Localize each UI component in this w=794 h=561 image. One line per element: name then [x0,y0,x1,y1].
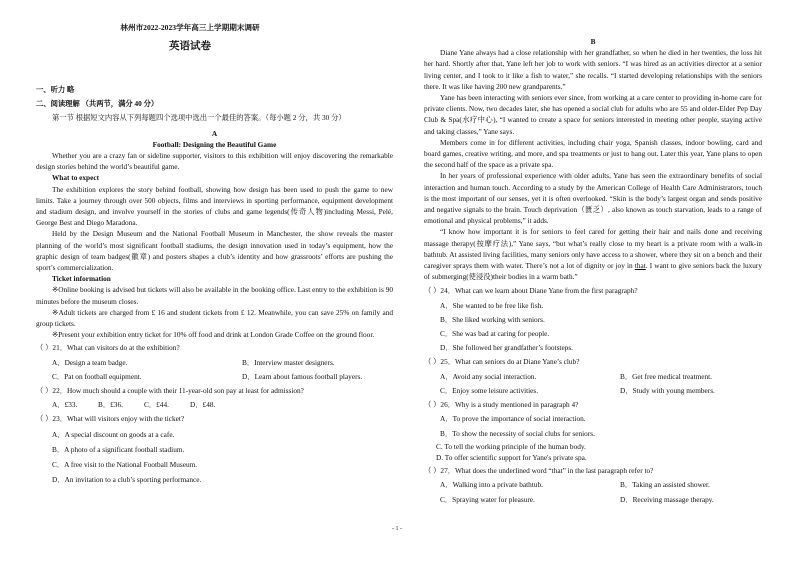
ticket-info-item: ※Present your exhibition entry ticket for 10% off food and drink at London Grade Coffee on the ground floor. [52,330,375,340]
passage-b-paragraph: Members come in for different activities, including chair yoga, Spanish classes, indoor bowling, card and board games, creative writing, and more, and spa treatments or just to hang out. Later this year, Yane plans to open the second half of the space as a private spa. [424,137,762,170]
q21-option-a[interactable]: A．Design a team badge. [52,357,128,367]
q22-option-a[interactable]: A．£33. [52,400,78,410]
q25-option-c[interactable]: C．Enjoy some leisure activities. [440,385,539,395]
right-column [424,36,762,505]
q27-option-d[interactable]: D．Receiving massage therapy. [620,494,714,504]
q24-option-a[interactable]: A．She wanted to be free like fish. [440,300,544,310]
question-21: （ ）21．What can visitors do at the exhibition? [36,343,180,353]
q25-option-b[interactable]: B．Get free medical treatment. [620,371,712,381]
question-24: （ ）24．What can we learn about Diane Yane from the first paragraph? [424,286,638,296]
passage-b-text: . I want to give seniors back the luxury of submerging(使浸没)their bodies in a warm bath.” [424,261,762,282]
question-25: （ ）25．What can seniors do at Diane Yane’s club? [424,357,580,367]
passage-a-label: A [211,128,218,138]
q24-option-d[interactable]: D．She followed her grandfather’s footsteps. [440,343,574,353]
ticket-info-item: ※Online booking is advised but tickets will also be available in the booking office. Last entry to the exhibition is 90 minutes before the museum closes. [36,285,393,306]
q26-option-c[interactable]: C. To tell the working principle of the human body. [436,441,586,451]
question-27: （ ）27．What does the underlined word “that” in the last paragraph refer to? [424,466,654,476]
underlined-word: that [634,261,646,271]
q21-option-b[interactable]: B．Interview master designers. [242,357,335,367]
passage-b-paragraph [424,226,762,282]
q23-option-c[interactable]: C．A free visit to the National Football Museum. [52,460,198,470]
q23-option-b[interactable]: B．A photo of a significant football stadium. [52,444,185,454]
passage-a-title: Football: Designing the Beautiful Game [152,139,277,149]
passage-a-paragraph: Held by the Design Museum and the National Football Museum in Manchester, the show reveals the master planning of the world’s most significant football stadiums, the design innovation used in today’s equipment, how the graphic design of team badges(徽章) and posters shapes a club’s identity and how grassroots’ efforts are pushing the sport’s commercialization. [36,229,393,273]
section-reading-part1: 第一节 根据短文内容从下列每题四个选项中选出一个最佳的答案。（每小题 2 分，共 30 分） [52,113,346,123]
section-reading: 二、阅读理解 （共两节，满分 40 分） [36,99,159,109]
q27-option-a[interactable]: A．Walking into a private bathtub. [440,480,543,490]
q27-option-c[interactable]: C．Spraying water for pleasure. [440,494,535,504]
q21-option-d[interactable]: D．Learn about famous football players. [242,371,363,381]
q22-option-d[interactable]: D．£48. [190,400,216,410]
q26-option-b[interactable]: B．To show the necessity of social clubs for seniors. [440,428,595,438]
exam-title: 英语试卷 [169,41,211,52]
passage-b-paragraph: Diane Yane always had a close relationship with her grandfather, so when he died in her twenties, the loss hit her hard. Shortly after that, Yane left her job to work with seniors. “I was hired as an activities director at a senior living center, and I took to it like a fish to water,” she recalls. “I started developing relationships with the seniors there. It was like having 200 new grandparents.” [424,48,762,91]
q24-option-b[interactable]: B．She liked working with seniors. [440,314,545,324]
q21-option-c[interactable]: C．Pat on football equipment. [52,371,142,381]
passage-b-paragraph: In her years of professional experience with older adults, Yane has seen the extraordinary benefits of social interaction and human touch. According to a study by the American College of Health Care Administrators, touch is the most important of our senses, yet it is often overlooked. “Skin is the body’s largest organ and sends positive and negative signals to the brain. Touch deprivation（匮乏）, also known as touch starvation, leads to a range of emotional and physical problems,” it adds. [424,171,762,226]
ticket-info-heading: Ticket information [52,274,111,284]
school-header: 林州市2022-2023学年高三上学期期末调研 [120,23,260,32]
q26-option-a[interactable]: A．To prove the importance of social interaction. [440,414,586,424]
ticket-info-item: ※Adult tickets are charged from £ 16 and student tickets from £ 12. Meanwhile, you can save 25% on family and group tickets. [36,307,393,329]
q23-option-d[interactable]: D．An invitation to a club’s sporting performance. [52,475,202,485]
section-listening: 一、听力 略 [36,85,75,94]
q25-option-d[interactable]: D．Study with young members. [620,385,715,395]
q26-option-d[interactable]: D. To offer scientific support for Yane's private spa. [436,452,587,462]
passage-a-paragraph: The exhibition explores the story behind football, showing how design has been used to push the game to new limits. Take a journey through over 500 objects, films and interviews in sporting performance, equipment development and stadium design, and involve yourself in the stories of clubs and game legends(传奇人物)including Messi, Pelé, George Best and Diego Maradona. [36,184,393,228]
passage-b-paragraph: Yane has been interacting with seniors ever since, from working at a care center to providing in-home care for private clients. Now, two decades later, she has opened a social club for adults who are 55 and older-Elder Pep Day Club & Spa(水疗中心), “I wanted to create a space for seniors interested in meeting other people, staying active and taking classes,” Yane says. [424,93,762,136]
q23-option-a[interactable]: A．A special discount on goods at a cafe. [52,429,175,439]
what-to-expect-heading: What to expect [52,173,100,183]
passage-b-label: B [590,37,596,46]
passage-b-text: “I know how important it is for seniors to feel cared for getting their hair and nails done and receiving massage therapy(按摩疗法),” Yane says, “but what’s really close to my heart is a private room with a walk-in bathtub. At assisted living facilities, many seniors only have access to a shower, where they sit on a bench and their caregiver sprays them with water. There’s not a lot of dignity or joy in [424,227,762,271]
q22-option-c[interactable]: C．£44. [144,400,169,410]
question-22: （ ）22．How much should a couple with their 11-year-old son pay at least for admission? [36,386,304,396]
question-23: （ ）23．What will visitors enjoy with the ticket? [36,414,185,424]
passage-a-intro: Whether you are a crazy fan or sideline supporter, visitors to this exhibition will enjoy discovering the remarkable design stories behind the world’s beautiful game. [36,151,393,172]
page-number: - 1 - [392,526,402,532]
left-column [36,84,393,486]
q22-option-b[interactable]: B．£36. [98,400,123,410]
q27-option-b[interactable]: B．Taking an assisted shower. [620,480,710,490]
q24-option-c[interactable]: C．She was bad at caring for people. [440,329,550,339]
q25-option-a[interactable]: A．Avoid any social interaction. [440,371,537,381]
question-26: （ ）26．Why is a study mentioned in paragraph 4? [424,400,579,410]
